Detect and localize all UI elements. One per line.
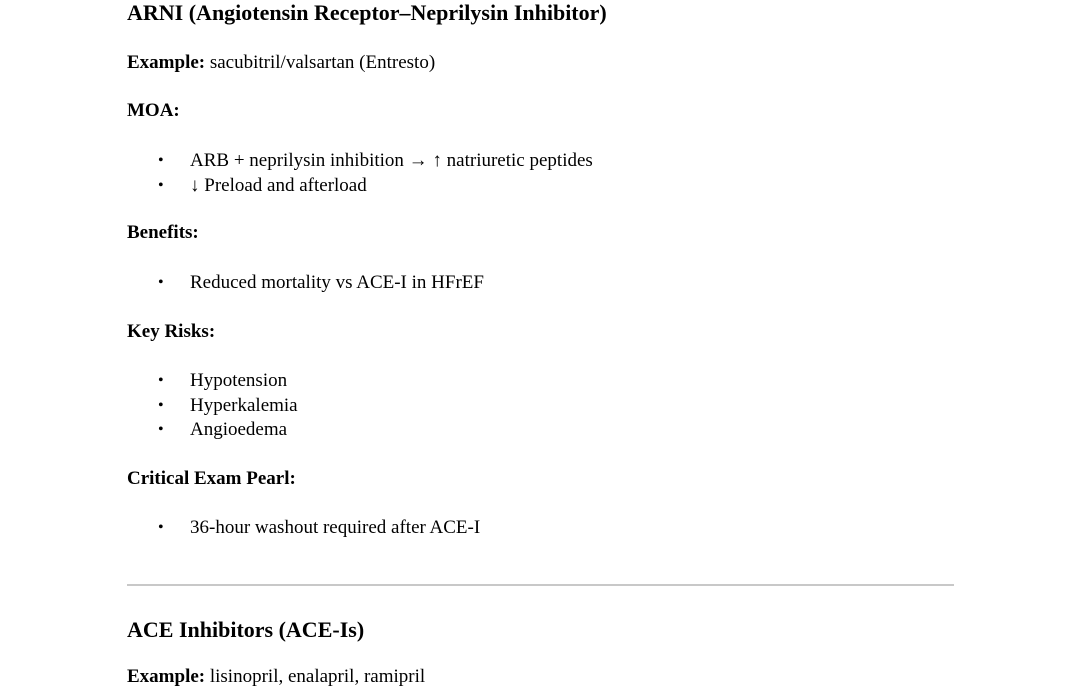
pearl-list (127, 516, 480, 541)
risks-list (127, 369, 298, 443)
list-item: • ARB + neprilysin inhibition → ↑ natriuretic peptides (127, 149, 593, 174)
benefits-heading (127, 221, 199, 245)
example-value: lisinopril, enalapril, ramipril (205, 666, 426, 687)
list-item: • 36-hour washout required after ACE-I (127, 516, 480, 541)
pearl-label: Critical Exam Pearl: (127, 468, 296, 489)
list-item: • Angioedema (127, 418, 298, 443)
ace-example (127, 665, 425, 689)
moa-label: MOA: (127, 100, 180, 121)
section-divider (127, 584, 954, 586)
example-value: sacubitril/valsartan (Entresto) (205, 52, 436, 73)
example-label: Example: (127, 666, 206, 687)
risks-label: Key Risks: (127, 321, 216, 342)
section-title-arni: ARNI (Angiotensin Receptor–Neprilysin Inhibitor) (127, 0, 607, 25)
moa-list (127, 149, 593, 198)
list-item: • Hyperkalemia (127, 394, 298, 419)
section-title-ace-inhibitors: ACE Inhibitors (ACE-Is) (127, 617, 365, 642)
list-item: • Hypotension (127, 369, 298, 394)
pearl-heading (127, 467, 296, 491)
arni-example (127, 51, 435, 75)
list-item: • Reduced mortality vs ACE-I in HFrEF (127, 271, 484, 296)
list-item: • ↓ Preload and afterload (127, 174, 593, 199)
example-label: Example: (127, 52, 206, 73)
benefits-label: Benefits: (127, 222, 199, 243)
benefits-list (127, 271, 484, 296)
moa-heading (127, 99, 180, 123)
risks-heading (127, 320, 215, 344)
